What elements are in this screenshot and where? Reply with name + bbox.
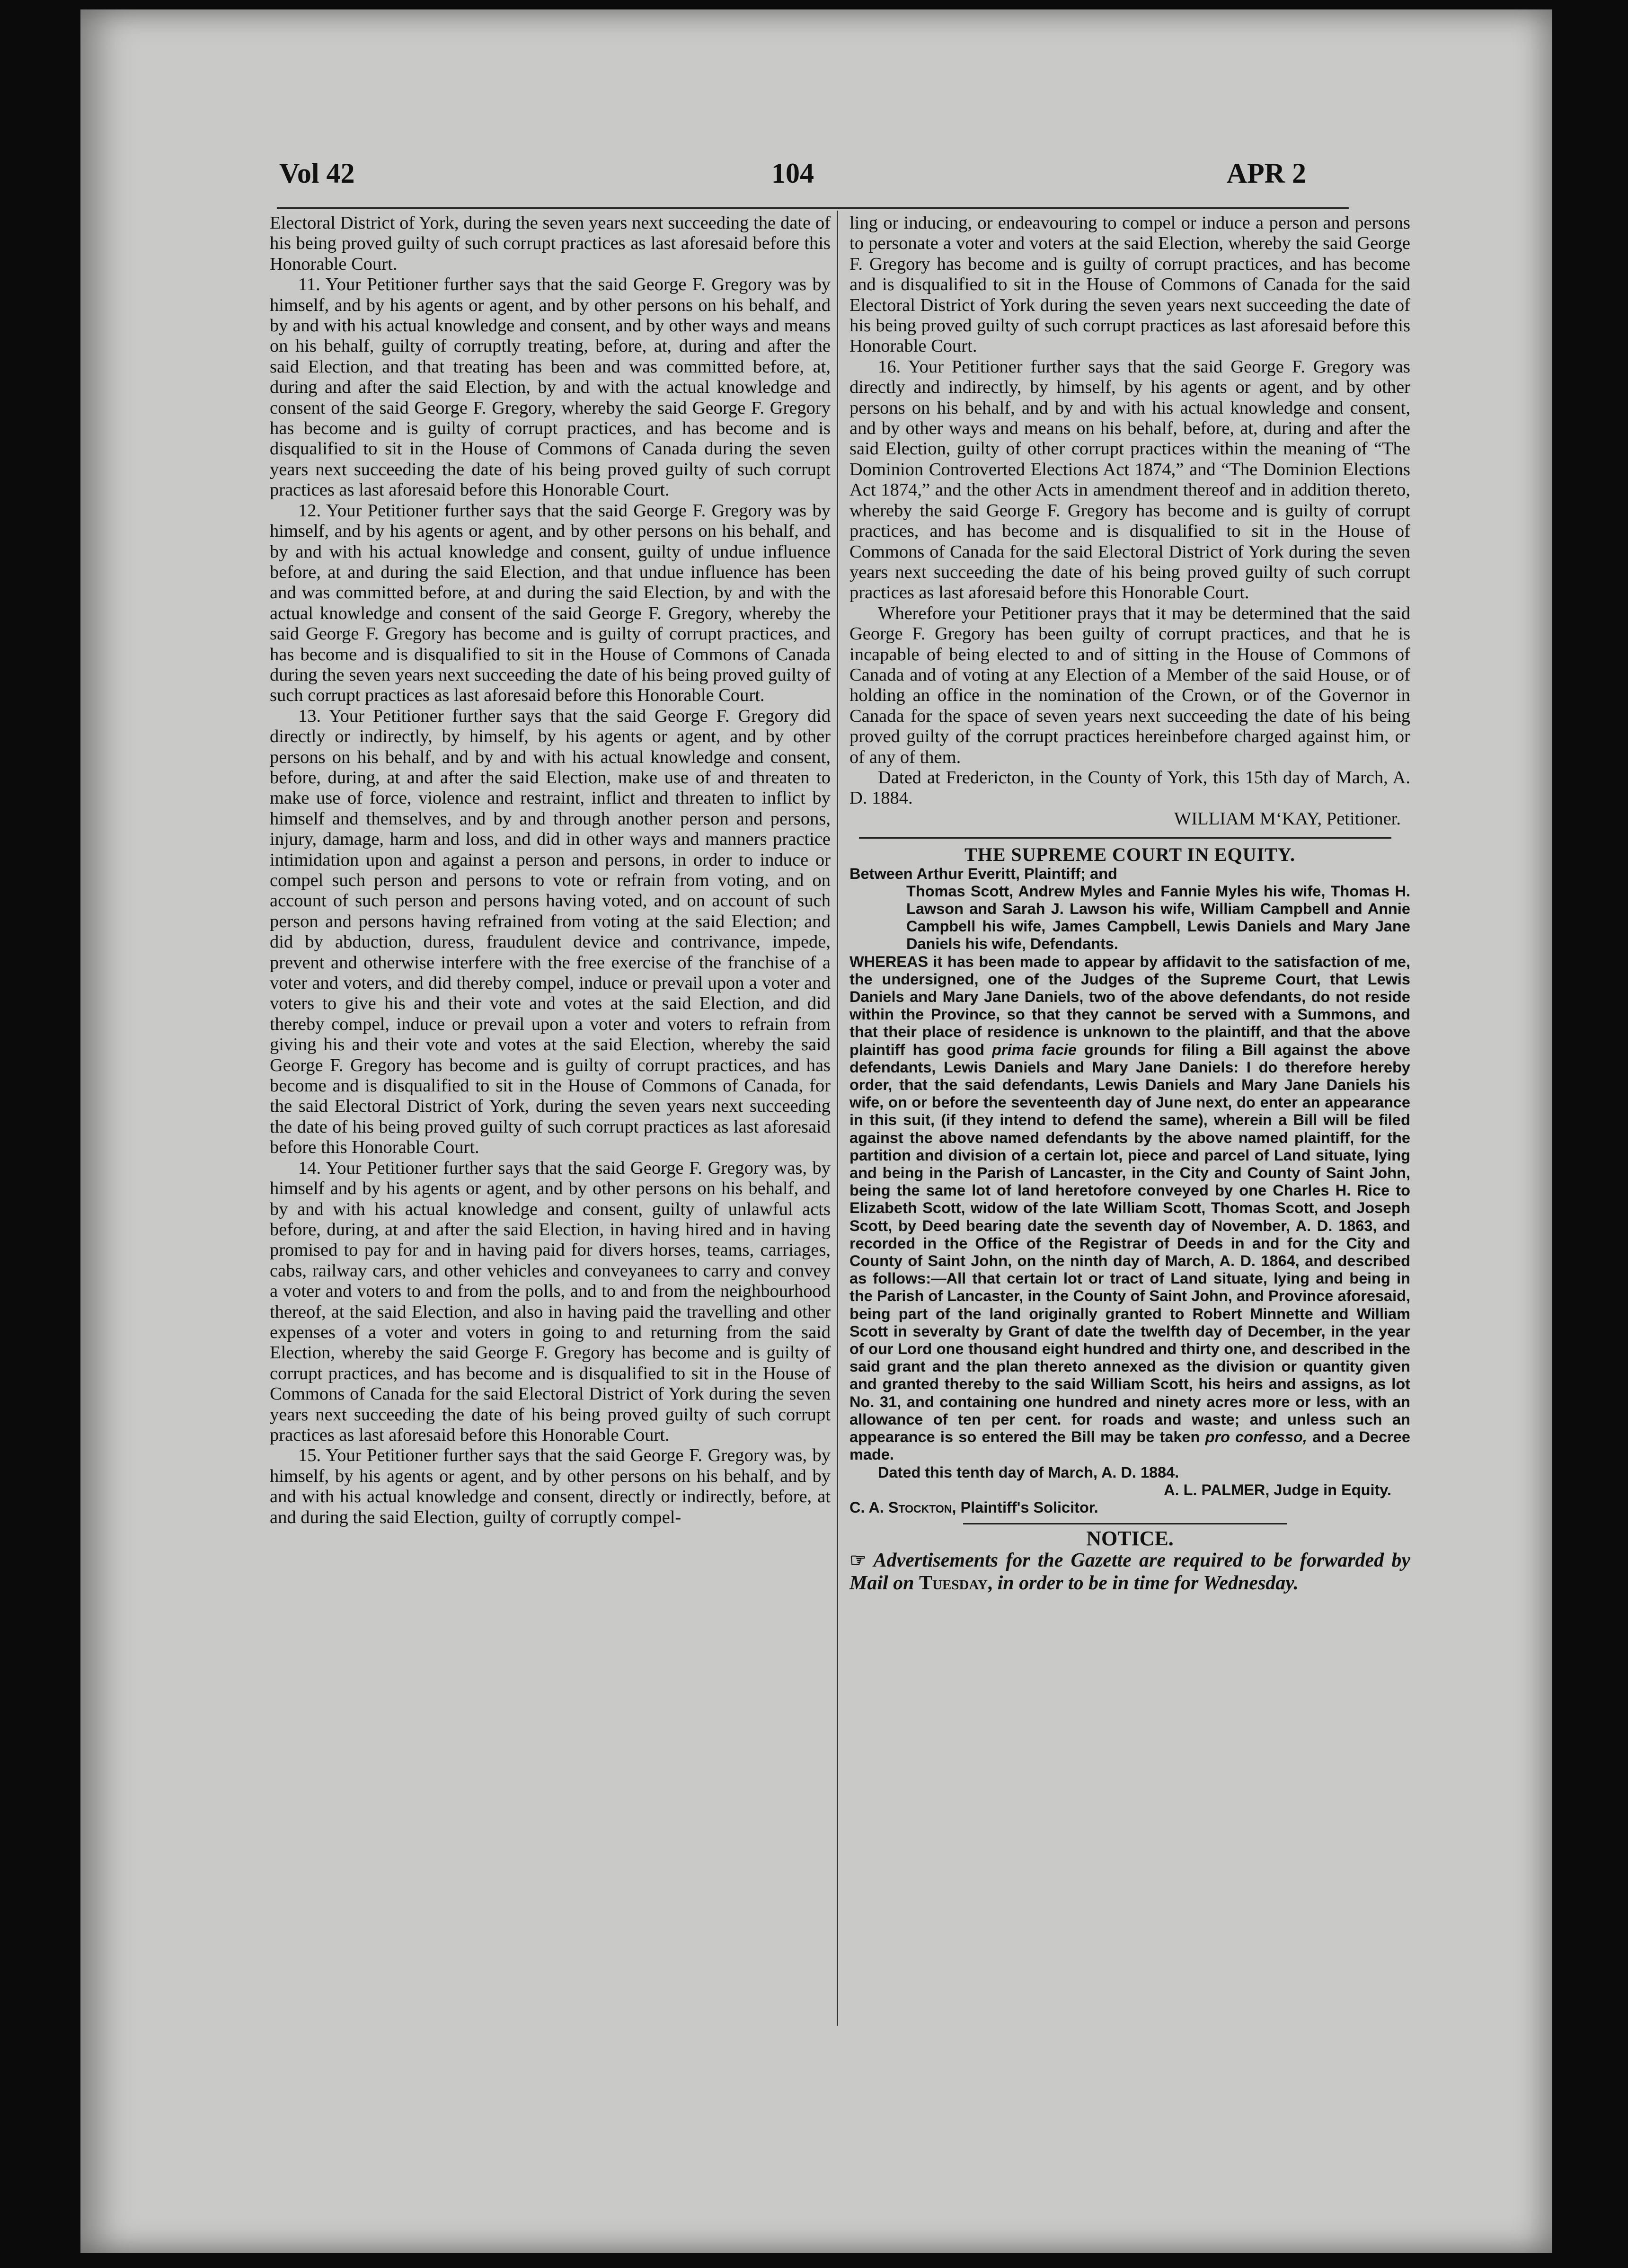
right-paragraph: Wherefore your Petitioner prays that it may be determined that the said George F. Gregory has been guilty of corrupt practices, and that he is incapable of being elected to and of sitting in the House of Commons of Canada and of voting at any Election of a Member of the said House, or of holding an office in the nomination of the Crown, or of the Governor in Canada for the space of seven years next succeeding the date of his being proved guilty of the corrupt practices hereinbefore charged against him, or of any of them. bbox=[849, 603, 1410, 767]
left-paragraph: 15. Your Petitioner further says that the said George F. Gregory was, by himself, by his agents or agent, and by other persons on his behalf, and by and with his actual knowledge and consent, directly or indirectly, before, at and during the said Election, guilty of corruptly compel- bbox=[270, 1445, 831, 1527]
section-rule bbox=[859, 837, 1391, 839]
right-paragraph: ling or inducing, or endeavouring to compel or induce a person and persons to personate a voter and voters at the said Election, whereby the said George F. Gregory has become and is guilty of corrupt practices, and has become and is disqualified to sit in the House of Commons of Canada for the said Electoral District of York during the seven years next succeeding the date of his being proved guilty of such corrupt practices as last aforesaid before this Honorable Court. bbox=[849, 213, 1410, 356]
court-notice bbox=[849, 865, 1410, 1517]
court-notice-title: THE SUPREME COURT IN EQUITY. bbox=[964, 844, 1295, 866]
right-paragraph: 16. Your Petitioner further says that the said George F. Gregory was directly and indirectly, by himself, by his agents or agent, and by other persons on his behalf, and by and with his actual knowledge and consent, and by other ways and means on his behalf, before, at, during and after the said Election, guilty of other corrupt practices within the meaning of “The Dominion Controverted Elections Act 1874,” and “The Dominion Elections Act 1874,” and the other Acts in amendment thereof and in addition thereto, whereby the said George F. Gregory has become and is guilty of corrupt practices, and has become and is disqualified to sit in the House of Commons of Canada for the said Electoral District of York during the seven years next succeeding the date of his being proved guilty of such corrupt practices as last aforesaid before this Honorable Court. bbox=[849, 356, 1410, 603]
court-body-italic: pro confesso, bbox=[1205, 1428, 1307, 1446]
court-body-end: and a Decree made. bbox=[849, 1428, 1410, 1463]
volume-label: Vol 42 bbox=[279, 158, 355, 189]
notice-body bbox=[849, 1549, 1410, 1595]
solicitor-line bbox=[849, 1499, 1410, 1516]
notice-day: Tuesday, bbox=[919, 1572, 993, 1594]
pointing-hand-icon: ☞ bbox=[849, 1549, 867, 1571]
header-rule bbox=[277, 207, 1349, 209]
court-defendants: Thomas Scott, Andrew Myles and Fannie Myles his wife, Thomas H. Lawson and Sarah J. Lawson his wife, William Campbell and Annie Campbell his wife, James Campbell, Lewis Daniels and Mary Jane Daniels his wife, Defendants. bbox=[906, 882, 1410, 953]
court-body-italic: prima facie bbox=[992, 1041, 1077, 1058]
left-column bbox=[270, 213, 831, 1528]
right-column bbox=[849, 213, 1410, 1595]
page-number: 104 bbox=[771, 158, 814, 189]
solicitor-role: Plaintiff's Solicitor. bbox=[960, 1498, 1098, 1516]
court-body-middle: grounds for filing a Bill against the above defendants, Lewis Daniels and Mary Jane Daniels: I do therefore hereby order, that the said defendants, Lewis Daniels and Mary Jane Daniels his wife, on or before the seventeenth day of June next, do enter an appearance in this suit, (if they intend to defend the same), wherein a Bill will be filed against the above named defendants by the above named plaintiff, for the partition and division of a certain lot, piece and parcel of Land situate, lying and being in the Parish of Lancaster, in the City and County of Saint John, being the same lot of land heretofore conveyed by one Charles H. Rice to Elizabeth Scott, widow of the late William Scott, Thomas Scott, and Joseph Scott, by Deed bearing date the seventh day of November, A. D. 1863, and recorded in the Office of the Registrar of Deeds in and for the City and County of Saint John, on the ninth day of March, A. D. 1864, and described as follows:—All that certain lot or tract of Land situate, lying and being in the Parish of Lancaster, in the County of Saint John, and Province aforesaid, being part of the land originally granted to Robert Minnette and William Scott in severalty by Grant of date the twelfth day of December, in the year of our Lord one thousand eight hundred and thirty one, and described in the said grant and the plan thereto annexed as the division or quantity given and granted thereby to the said William Scott, his heirs and assigns, as lot No. 31, and containing one hundred and ninety acres more or less, with an allowance of ten per cent. for roads and waste; and unless such an appearance is so entered the Bill may be taken bbox=[849, 1041, 1411, 1446]
left-paragraph: Electoral District of York, during the seven years next succeeding the date of his being proved guilty of such corrupt practices as last aforesaid before this Honorable Court. bbox=[270, 213, 831, 274]
left-paragraph: 12. Your Petitioner further says that the said George F. Gregory was by himself, and by his agents or agent, and by other persons on his behalf, and by and with his actual knowledge and consent, guilty of undue influence before, at and during the said Election, and that undue influence has been and was committed before, at and during the said Election, by and with the actual knowledge and consent of the said George F. Gregory, whereby the said George F. Gregory has become and is guilty of corrupt practices, and has become and is disqualified to sit in the House of Commons of Canada during the seven years next succeeding the date of his being proved guilty of such corrupt practices as last aforesaid before this Honorable Court. bbox=[270, 500, 831, 706]
left-paragraph: 13. Your Petitioner further says that the said George F. Gregory did directly or indirectly, by himself, by his agents or agent, and by other persons on his behalf, and by and with his actual knowledge and consent, before, during, at and after the said Election, make use of and threaten to make use of force, violence and restraint, inflict and threaten to inflict by himself and themselves, and by and through another person and persons, injury, damage, harm and loss, and did in other ways and manners practice intimidation upon and against a person and persons, in order to induce or compel such person and persons to vote or refrain from voting, and on account of such person and persons having voted, and on account of such person and persons having refrained from voting at the said Election; and did by abduction, duress, fraudulent device and contrivance, impede, prevent and otherwise interfere with the free exercise of the franchise of a voter and voters, and did thereby compel, induce or prevail upon a voter and voters to give his and their vote and votes at the said Election, and did thereby compel, induce or prevail upon a voter and voters to refrain from giving his and their vote and votes at the said Election, whereby the said George F. Gregory has become and is guilty of corrupt practices, and has become and is disqualified to sit in the House of Commons of Canada, for the said Electoral District of York, during the seven years next succeeding the date of his being proved guilty of such corrupt practices as last aforesaid before this Honorable Court. bbox=[270, 706, 831, 1158]
column-divider bbox=[837, 211, 838, 2026]
issue-date: APR 2 bbox=[1226, 158, 1306, 189]
solicitor-name: C. A. Stockton, bbox=[849, 1498, 956, 1516]
notice-rule bbox=[963, 1523, 1287, 1524]
left-paragraph: 11. Your Petitioner further says that the said George F. Gregory was by himself, and by his agents or agent, and by other persons on his behalf, and by and with his actual knowledge and consent, and by other ways and means on his behalf, guilty of corruptly treating, before, at, during and after the said Election, and that treating has been and was committed before, at, during and after the said Election, by and with the actual knowledge and consent of the said George F. Gregory, whereby the said George F. Gregory has become and is guilty of corrupt practices, and has become and is disqualified to sit in the House of Commons of Canada during the seven years next succeeding the date of his being proved guilty of such corrupt practices as last aforesaid before this Honorable Court. bbox=[270, 275, 831, 500]
right-paragraph: Dated at Fredericton, in the County of York, this 15th day of March, A. D. 1884. bbox=[849, 767, 1410, 808]
court-body bbox=[849, 953, 1410, 1464]
page-header bbox=[279, 157, 1306, 195]
court-body-start: WHEREAS it has been made to appear by affidavit to the satisfaction of me, the undersigned, one of the Judges of the Supreme Court, that Lewis Daniels and Mary Jane Daniels, two of the above defendants, do not reside within the Province, so that they cannot be served with a Summons, and that their place of residence is unknown to the plaintiff, and that the above plaintiff has good bbox=[849, 953, 1410, 1058]
notice-title: NOTICE. bbox=[1086, 1527, 1174, 1550]
notice-text-2: in order to be in time for Wednesday. bbox=[997, 1572, 1299, 1594]
petition-signature: WILLIAM M‘KAY, Petitioner. bbox=[1174, 808, 1401, 829]
judge-signature: A. L. PALMER, Judge in Equity. bbox=[1164, 1481, 1391, 1498]
court-between: Between Arthur Everitt, Plaintiff; and bbox=[849, 865, 1117, 882]
court-dated: Dated this tenth day of March, A. D. 1884. bbox=[878, 1463, 1179, 1481]
notice-text-1: Advertisements for the Gazette are required to be forwarded by Mail on bbox=[849, 1549, 1410, 1594]
gazette-page bbox=[80, 9, 1552, 2253]
left-paragraph: 14. Your Petitioner further says that the said George F. Gregory was, by himself and by his agents or agent, and by other persons on his behalf, and by and with his actual knowledge and consent, guilty of unlawful acts before, during, at and after the said Election, in having hired and in having promised to pay for and in having paid for divers horses, teams, carriages, cabs, railway cars, and other vehicles and conveyanees to carry and convey a voter and voters to and from the polls, and to and from the neighbourhood thereof, at the said Election, and also in having paid the travelling and other expenses of a voter and voters in going to and returning from the said Election, whereby the said George F. Gregory has become and is guilty of corrupt practices, and has become and is disqualified to sit in the House of Commons of Canada for the said Electoral District of York during the seven years next succeeding the date of his being proved guilty of such corrupt practices as last aforesaid before this Honorable Court. bbox=[270, 1158, 831, 1445]
